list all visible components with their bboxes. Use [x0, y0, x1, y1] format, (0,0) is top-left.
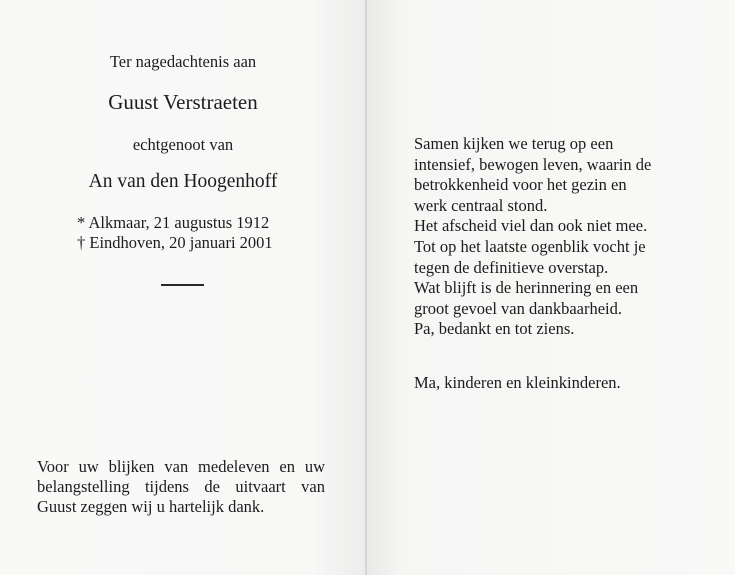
verse-line: Pa, bedankt en tot ziens. — [414, 319, 575, 339]
signature: Ma, kinderen en kleinkinderen. — [414, 373, 621, 392]
thanks-line: belangstelling tijdens de uitvaart van — [37, 477, 325, 496]
spouse-name: An van den Hoogenhoff — [88, 171, 278, 192]
thanks-line: Voor uw blijken van medeleven en uw — [37, 457, 325, 476]
relation-text: echtgenoot van — [132, 135, 234, 154]
thanks-text — [37, 457, 325, 517]
verse-line: Samen kijken we terug op een — [414, 134, 614, 153]
intro-text: Ter nagedachtenis aan — [109, 52, 257, 71]
verse-line: betrokkenheid voor het gezin en — [414, 175, 627, 195]
verse-line: werk centraal stond. — [414, 195, 548, 215]
verse-line: groot gevoel van dankbaarheid. — [414, 298, 623, 318]
death-line: † Eindhoven, 20 januari 2001 — [77, 233, 273, 252]
memorial-verse — [414, 134, 651, 340]
verse-line: Het afscheid viel dan ook niet mee. — [414, 216, 648, 236]
left-panel — [0, 0, 366, 575]
deceased-name: Guust Verstraeten — [108, 90, 258, 114]
thanks-line: Guust zeggen wij u hartelijk dank. — [37, 497, 265, 516]
verse-line: Tot op het laatste ogenblik vocht je — [414, 236, 646, 256]
birth-line: * Alkmaar, 21 augustus 1912 — [77, 213, 270, 232]
verse-line: intensief, bewogen leven, waarin de — [414, 154, 652, 174]
verse-line: Wat blijft is de herinnering en een — [414, 278, 639, 298]
divider — [161, 284, 204, 286]
verse-line: tegen de definitieve overstap. — [414, 257, 609, 277]
